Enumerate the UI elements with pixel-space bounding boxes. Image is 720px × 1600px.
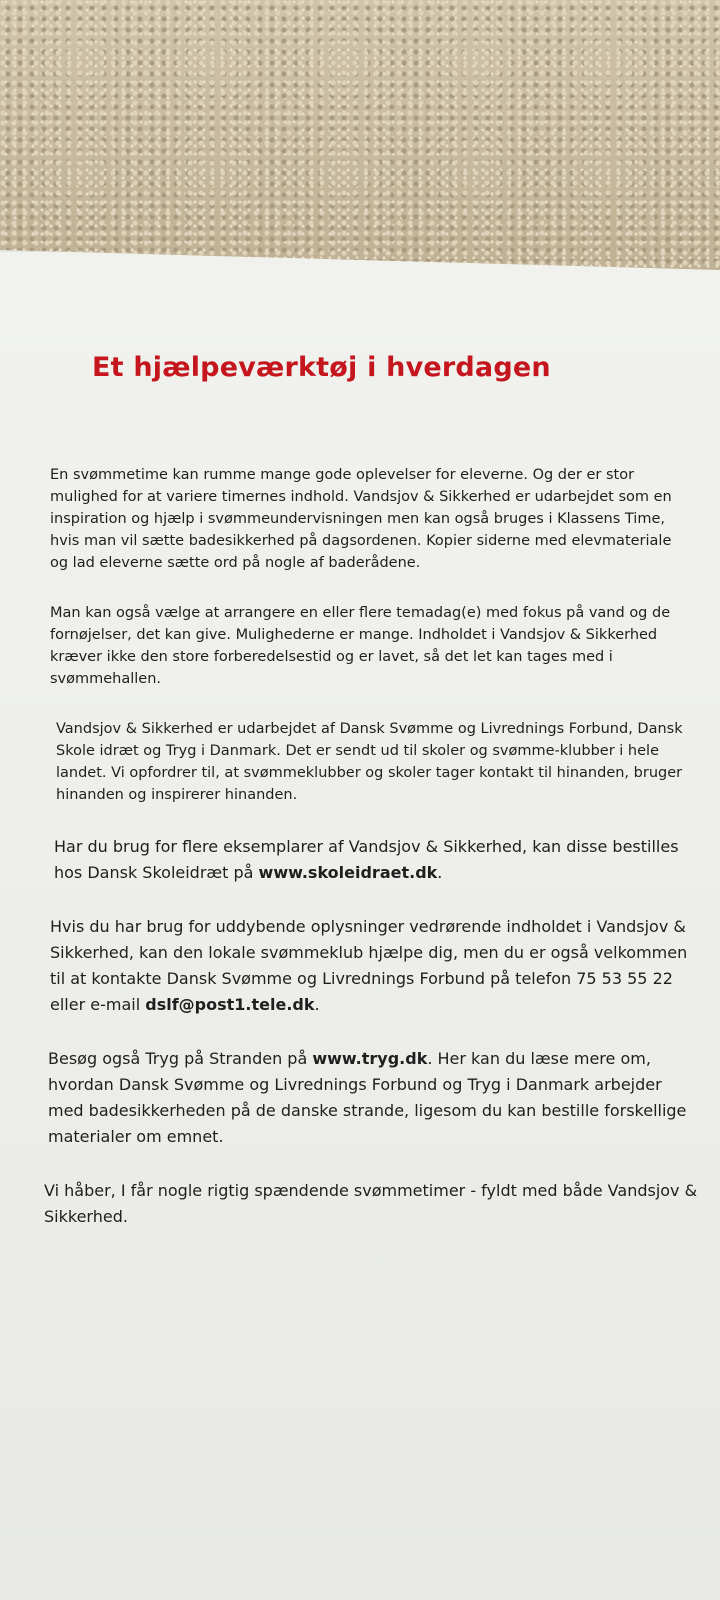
tryg-text-before: Besøg også Tryg på Stranden på bbox=[48, 1049, 313, 1068]
contact-period: . bbox=[314, 995, 320, 1014]
order-copies-period: . bbox=[437, 863, 443, 882]
paragraph-theme-days: Man kan også vælge at arrangere en eller flere temadag(e) med fokus på vand og de fornøjelser, det kan give. Mulighederne er mange. Indholdet i Vandsjov & Sikkerhed kræver ikke den store forberedelsestid og er lavet, så det let kan tages med i svømmehallen. bbox=[50, 605, 671, 687]
paragraph-order-copies bbox=[54, 834, 690, 886]
page-title: Et hjælpeværktøj i hverdagen bbox=[92, 352, 551, 383]
carpet-background bbox=[0, 0, 720, 290]
paragraph-closing: Vi håber, I får nogle rigtig spændende svømmetimer - fyldt med både Vandsjov & Sikkerhed. bbox=[44, 1181, 698, 1226]
paragraph-intro: En svømmetime kan rumme mange gode oplevelser for eleverne. Og der er stor mulighed for at variere timernes indhold. Vandsjov & Sikkerhed er udarbejdet som en inspiration og hjælp i svømmeundervisningen men kan også bruges i Klassens Time, hvis man vil sætte badesikkerhed på dagsordenen. Kopier siderne med elevmateriale og lad eleverne sætte ord på nogle af baderådene. bbox=[50, 467, 672, 571]
paragraph-tryg bbox=[48, 1046, 690, 1150]
contact-text: Hvis du har brug for uddybende oplysninger vedrørende indholdet i Vandsjov & Sikkerhed, kan den lokale svømmeklub hjælpe dig, men du er også velkommen til at kontakte Dansk Svømme og Livrednings Forbund på telefon 75 53 55 22 eller e-mail bbox=[50, 917, 688, 1014]
order-copies-text: Har du brug for flere eksemplarer af Vandsjov & Sikkerhed, kan disse bestilles hos Dansk Skoleidræt på bbox=[54, 837, 679, 882]
tryg-text-after: . Her kan du læse mere om, hvordan Dansk Svømme og Livrednings Forbund og Tryg i Danmark arbejder med badesikkerheden på de danske strande, ligesom du kan bestille forskellige materialer om emnet. bbox=[48, 1049, 687, 1146]
paragraph-authors: Vandsjov & Sikkerhed er udarbejdet af Dansk Svømme og Livrednings Forbund, Dansk Skole idræt og Tryg i Danmark. Det er sendt ud til skoler og svømme-klubber i hele landet. Vi opfordrer til, at svømmeklubber og skoler tager kontakt til hinanden, bruger hinanden og inspirerer hinanden. bbox=[56, 721, 683, 803]
tryg-link[interactable]: www.tryg.dk bbox=[312, 1049, 428, 1068]
skoleidraet-link[interactable]: www.skoleidraet.dk bbox=[258, 863, 438, 882]
dslf-email-link[interactable]: dslf@post1.tele.dk bbox=[145, 995, 315, 1014]
paragraph-contact bbox=[50, 914, 690, 1018]
document-body bbox=[44, 464, 698, 1258]
